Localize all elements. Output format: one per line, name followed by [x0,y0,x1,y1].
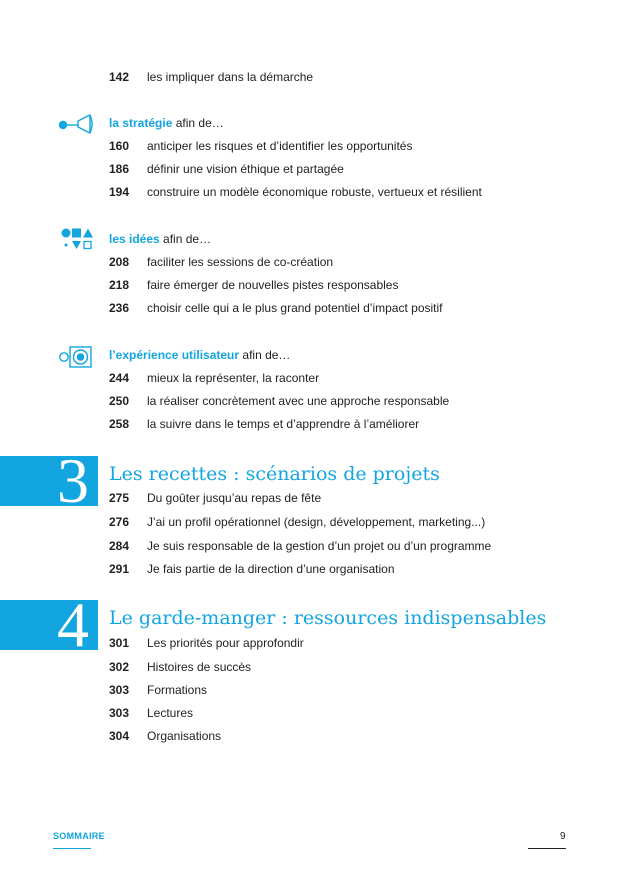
entry-text: choisir celle qui a le plus grand potentiel d’impact positif [147,301,443,315]
section-heading-rest: afin de… [159,232,212,246]
shapes-icon [60,227,94,251]
page-number: 302 [109,660,130,674]
entry-text: définir une vision éthique et partagée [147,162,344,176]
entry-text: Je suis responsable de la gestion d’un projet ou d’un programme [147,539,492,553]
entry-text: la suivre dans le temps et d’apprendre à l’améliorer [147,417,420,431]
page-number: 236 [109,301,130,315]
section-heading-rest: afin de… [172,116,224,130]
entry-text: Organisations [147,729,222,743]
entry-text: faciliter les sessions de co-création [147,255,334,269]
page-number: 284 [109,539,130,553]
entry-text: mieux la représenter, la raconter [147,371,320,385]
page-number: 303 [109,706,130,720]
section-keyword: l’expérience utilisateur [109,348,240,362]
entry-text: anticiper les risques et d’identifier les opportunités [147,139,413,153]
entry-text: faire émerger de nouvelles pistes responsables [147,278,399,292]
target-icon [58,345,96,369]
chapter-number: 3 [57,445,89,516]
page-number: 142 [109,70,130,84]
page-number: 208 [109,255,130,269]
entry-text: les impliquer dans la démarche [147,70,314,84]
entry-text: la réaliser concrètement avec une approche responsable [147,394,450,408]
section-heading [109,231,211,247]
page-number: 250 [109,394,130,408]
page-number: 303 [109,683,130,697]
section-heading [109,347,290,363]
footer-rule [53,848,91,849]
section-keyword: les idées [109,232,160,246]
section-heading-rest: afin de… [239,348,291,362]
section-keyword: la stratégie [109,116,173,130]
entry-text: Lectures [147,706,194,720]
footer-page-number: 9 [560,831,566,842]
entry-text: Du goûter jusqu’au repas de fête [147,491,322,505]
entry-text: Formations [147,683,208,697]
section-heading [109,115,224,131]
chapter-title[interactable]: Les recettes : scénarios de projets [109,463,440,485]
page-number: 291 [109,562,130,576]
page-number: 258 [109,417,130,431]
footer-section-label: SOMMAIRE [53,831,105,841]
page-number: 244 [109,371,130,385]
footer-rule [528,848,566,849]
chapter-number: 4 [57,589,89,660]
page-number: 160 [109,139,130,153]
page-number: 276 [109,515,130,529]
page-number: 301 [109,636,130,650]
page-number: 186 [109,162,130,176]
entry-text: Je fais partie de la direction d’une organisation [147,562,395,576]
page-number: 218 [109,278,130,292]
page-number: 194 [109,185,130,199]
entry-text: J’ai un profil opérationnel (design, développement, marketing...) [147,515,486,529]
chapter-title[interactable]: Le garde-manger : ressources indispensables [109,607,547,629]
page-number: 304 [109,729,130,743]
page-number: 275 [109,491,130,505]
entry-text: Les priorités pour approfondir [147,636,304,650]
megaphone-icon [58,113,96,135]
entry-text: construire un modèle économique robuste, vertueux et résilient [147,185,482,199]
entry-text: Histoires de succès [147,660,252,674]
